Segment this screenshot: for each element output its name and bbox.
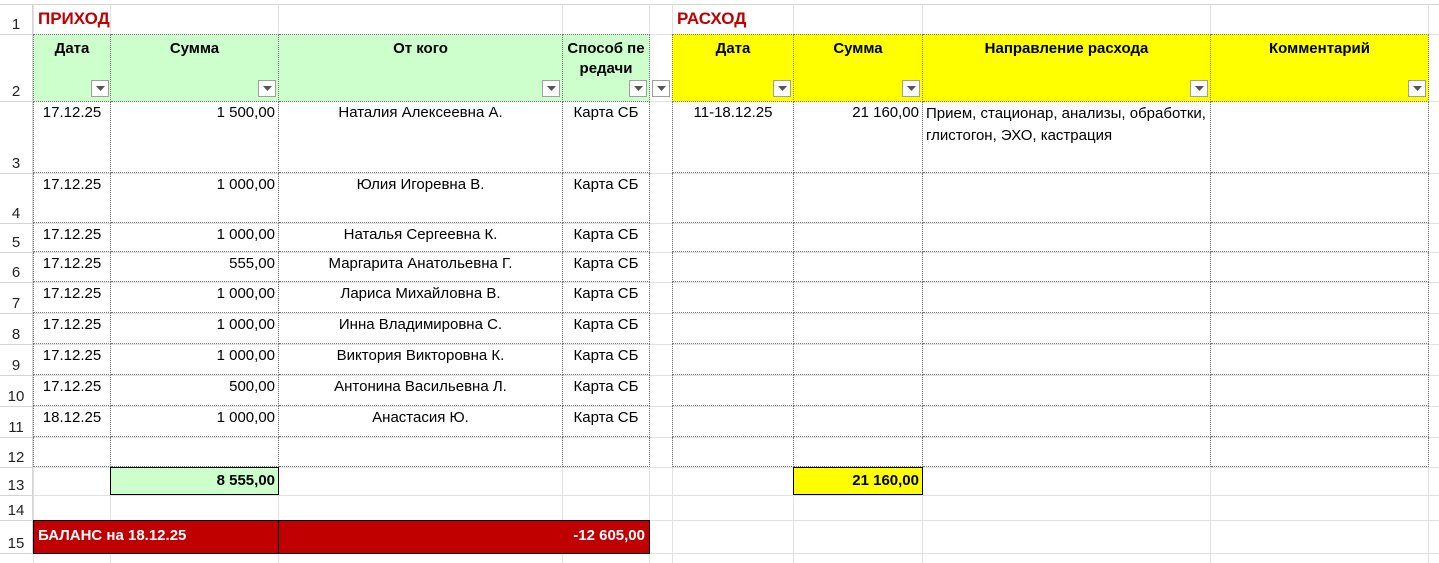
- filter-dropdown-button[interactable]: [773, 80, 791, 97]
- expense-amount-cell[interactable]: [794, 252, 923, 282]
- income-amount-cell[interactable]: 1 000,00: [111, 173, 279, 223]
- income-date-cell[interactable]: 17.12.25: [33, 344, 111, 375]
- expense-comment-cell[interactable]: [1211, 173, 1429, 223]
- expense-direction-cell[interactable]: Прием, стационар, анализы, обработки, глистогон, ЭХО, кастрация: [923, 101, 1211, 173]
- income-method-cell[interactable]: Карта СБ: [563, 344, 650, 375]
- income-amount-cell[interactable]: 500,00: [111, 375, 279, 406]
- row-header[interactable]: 13: [0, 468, 33, 496]
- filter-dropdown-button[interactable]: [91, 80, 109, 97]
- chevron-down-icon: [263, 86, 272, 91]
- expense-amount-cell[interactable]: [794, 375, 923, 406]
- expense-comment-cell[interactable]: [1211, 313, 1429, 344]
- income-date-cell[interactable]: 18.12.25: [33, 406, 111, 437]
- income-amount-cell[interactable]: 1 000,00: [111, 223, 279, 252]
- expense-direction-cell[interactable]: [923, 313, 1211, 344]
- income-date-cell[interactable]: 17.12.25: [33, 252, 111, 282]
- expense-date-cell[interactable]: 11-18.12.25: [672, 101, 794, 173]
- row-header[interactable]: 10: [0, 376, 33, 407]
- header-label: Сумма: [169, 40, 220, 57]
- expense-direction-cell[interactable]: [923, 375, 1211, 406]
- row-header[interactable]: 14: [0, 496, 33, 521]
- income-method-cell[interactable]: Карта СБ: [563, 313, 650, 344]
- income-amount-cell[interactable]: 1 000,00: [111, 313, 279, 344]
- expense-amount-cell[interactable]: [794, 406, 923, 437]
- income-amount-cell[interactable]: 555,00: [111, 252, 279, 282]
- header-label: Дата: [54, 40, 90, 57]
- expense-amount-cell[interactable]: [794, 282, 923, 313]
- income-amount-cell[interactable]: 1 000,00: [111, 282, 279, 313]
- balance-value[interactable]: -12 605,00: [278, 520, 650, 554]
- income-header-amount[interactable]: [111, 34, 279, 102]
- filter-dropdown-button[interactable]: [258, 80, 276, 97]
- header-label: От кого: [393, 40, 448, 57]
- filter-dropdown-button[interactable]: [629, 80, 647, 97]
- column-header-edge: [0, 4, 1439, 5]
- header-label: Направление расхода: [984, 40, 1149, 57]
- income-from-cell[interactable]: Антонина Васильевна Л.: [279, 375, 563, 406]
- expense-comment-cell[interactable]: [1211, 223, 1429, 252]
- header-label: Сумма: [833, 40, 883, 57]
- row-header[interactable]: 6: [0, 253, 33, 283]
- header-label: Комментарий: [1268, 40, 1370, 57]
- expense-comment-cell[interactable]: [1211, 252, 1429, 282]
- income-from-cell[interactable]: Анастасия Ю.: [279, 406, 563, 437]
- income-from-cell[interactable]: Виктория Викторовна К.: [279, 344, 563, 375]
- expense-comment-cell[interactable]: [1211, 344, 1429, 375]
- income-amount-cell[interactable]: 1 500,00: [111, 101, 279, 173]
- income-total[interactable]: 8 555,00: [110, 467, 279, 495]
- expense-comment-cell[interactable]: [1211, 101, 1429, 173]
- chevron-down-icon: [1195, 86, 1204, 91]
- filter-dropdown-button[interactable]: [652, 80, 670, 97]
- income-method-cell[interactable]: Карта СБ: [563, 173, 650, 223]
- income-date-cell[interactable]: [33, 437, 111, 467]
- filter-dropdown-button[interactable]: [542, 80, 560, 97]
- expense-comment-cell[interactable]: [1211, 375, 1429, 406]
- income-date-cell[interactable]: 17.12.25: [33, 223, 111, 252]
- expense-direction-cell[interactable]: [923, 437, 1211, 467]
- filter-dropdown-button[interactable]: [1190, 80, 1208, 97]
- expense-direction-cell[interactable]: [923, 282, 1211, 313]
- row-header[interactable]: 8: [0, 314, 33, 345]
- row-header[interactable]: 9: [0, 345, 33, 376]
- expense-date-cell[interactable]: [672, 406, 794, 437]
- income-date-cell[interactable]: 17.12.25: [33, 101, 111, 173]
- header-label: Способ передачи: [567, 40, 645, 77]
- income-from-cell[interactable]: Наталья Сергеевна К.: [279, 223, 563, 252]
- expense-amount-cell[interactable]: [794, 313, 923, 344]
- income-amount-cell[interactable]: 1 000,00: [111, 344, 279, 375]
- income-method-cell[interactable]: Карта СБ: [563, 406, 650, 437]
- expense-comment-cell[interactable]: [1211, 437, 1429, 467]
- expense-direction-cell[interactable]: [923, 223, 1211, 252]
- expense-amount-cell[interactable]: [794, 344, 923, 375]
- expense-title[interactable]: РАСХОД: [677, 9, 747, 28]
- income-from-cell[interactable]: Юлия Игоревна В.: [279, 173, 563, 223]
- expense-header-comment[interactable]: [1211, 34, 1429, 102]
- row-header[interactable]: 12: [0, 438, 33, 468]
- income-date-cell[interactable]: 17.12.25: [33, 375, 111, 406]
- income-method-cell[interactable]: Карта СБ: [563, 375, 650, 406]
- row-header[interactable]: 7: [0, 283, 33, 314]
- expense-date-cell[interactable]: [672, 375, 794, 406]
- income-from-cell[interactable]: Наталия Алексеевна А.: [279, 101, 563, 173]
- income-from-cell[interactable]: [279, 437, 563, 467]
- chevron-down-icon: [1413, 86, 1422, 91]
- chevron-down-icon: [657, 86, 666, 91]
- income-method-cell[interactable]: Карта СБ: [563, 101, 650, 173]
- income-date-cell[interactable]: 17.12.25: [33, 282, 111, 313]
- income-amount-cell[interactable]: 1 000,00: [111, 406, 279, 437]
- income-date-cell[interactable]: 17.12.25: [33, 313, 111, 344]
- expense-direction-cell[interactable]: [923, 344, 1211, 375]
- header-label: Дата: [715, 40, 751, 57]
- expense-amount-cell[interactable]: [794, 223, 923, 252]
- expense-date-cell[interactable]: [672, 223, 794, 252]
- expense-date-cell[interactable]: [672, 437, 794, 467]
- expense-amount-cell[interactable]: 21 160,00: [794, 101, 923, 173]
- income-method-cell[interactable]: Карта СБ: [563, 223, 650, 252]
- income-title[interactable]: ПРИХОД: [38, 9, 110, 28]
- income-from-cell[interactable]: Маргарита Анатольевна Г.: [279, 252, 563, 282]
- chevron-down-icon: [778, 86, 787, 91]
- filter-dropdown-button[interactable]: [902, 80, 920, 97]
- expense-amount-cell[interactable]: [794, 173, 923, 223]
- row-header[interactable]: 5: [0, 224, 33, 253]
- expense-date-cell[interactable]: [672, 252, 794, 282]
- income-method-cell[interactable]: [563, 437, 650, 467]
- row-header[interactable]: 1: [0, 5, 33, 35]
- expense-direction-cell[interactable]: [923, 406, 1211, 437]
- expense-date-cell[interactable]: [672, 173, 794, 223]
- expense-date-cell[interactable]: [672, 313, 794, 344]
- income-from-cell[interactable]: Лариса Михайловна В.: [279, 282, 563, 313]
- income-from-cell[interactable]: Инна Владимировна С.: [279, 313, 563, 344]
- chevron-down-icon: [907, 86, 916, 91]
- row-header[interactable]: 4: [0, 174, 33, 224]
- expense-direction-cell[interactable]: [923, 252, 1211, 282]
- expense-date-cell[interactable]: [672, 282, 794, 313]
- expense-total[interactable]: 21 160,00: [793, 467, 923, 495]
- row-header[interactable]: 15: [0, 521, 33, 554]
- row-header[interactable]: 2: [0, 35, 33, 102]
- grid-line: [33, 495, 1439, 496]
- expense-header-direction[interactable]: [923, 34, 1211, 102]
- expense-comment-cell[interactable]: [1211, 406, 1429, 437]
- row-header[interactable]: 11: [0, 407, 33, 438]
- income-method-cell[interactable]: Карта СБ: [563, 282, 650, 313]
- chevron-down-icon: [547, 86, 556, 91]
- chevron-down-icon: [634, 86, 643, 91]
- expense-comment-cell[interactable]: [1211, 282, 1429, 313]
- balance-label[interactable]: БАЛАНС на 18.12.25: [33, 520, 279, 554]
- income-method-cell[interactable]: Карта СБ: [563, 252, 650, 282]
- expense-amount-cell[interactable]: [794, 437, 923, 467]
- expense-direction-cell[interactable]: [923, 173, 1211, 223]
- row-header[interactable]: 3: [0, 102, 33, 174]
- expense-date-cell[interactable]: [672, 344, 794, 375]
- chevron-down-icon: [96, 86, 105, 91]
- filter-dropdown-button[interactable]: [1408, 80, 1426, 97]
- income-header-from[interactable]: [279, 34, 563, 102]
- income-amount-cell[interactable]: [111, 437, 279, 467]
- income-date-cell[interactable]: 17.12.25: [33, 173, 111, 223]
